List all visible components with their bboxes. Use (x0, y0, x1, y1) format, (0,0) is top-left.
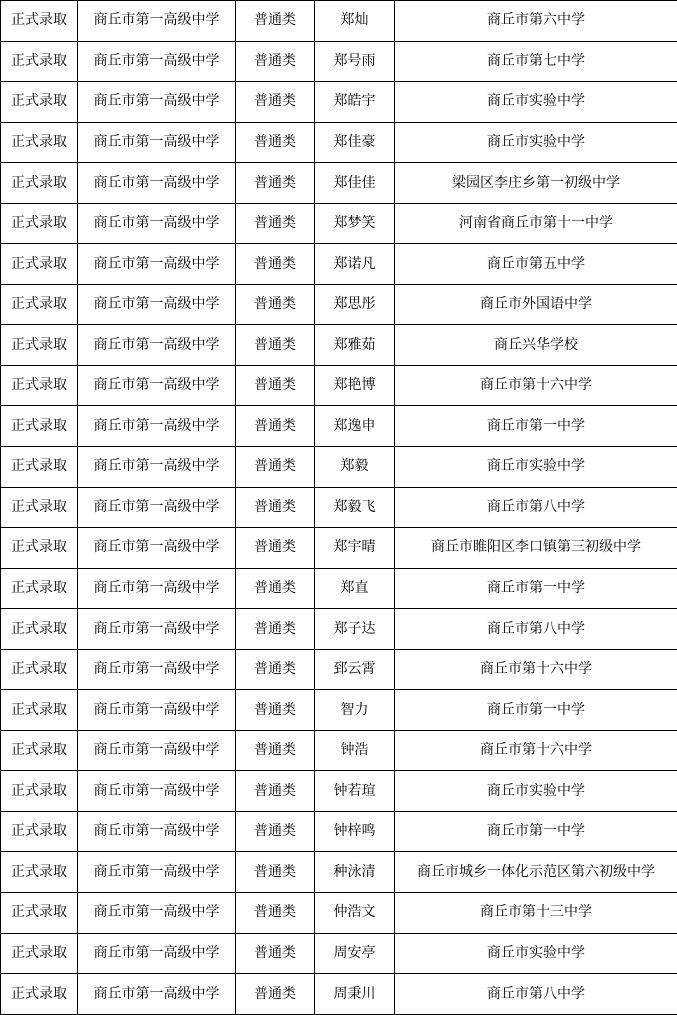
student-name-cell: 周安亭 (315, 933, 395, 974)
status-cell: 正式录取 (1, 730, 78, 771)
student-name-cell: 周秉川 (315, 974, 395, 1015)
admitting-school-cell: 商丘市第一高级中学 (78, 974, 236, 1015)
category-cell: 普通类 (236, 690, 315, 731)
admitting-school-cell: 商丘市第一高级中学 (78, 609, 236, 650)
student-name-cell: 郑皓宇 (315, 82, 395, 123)
category-cell: 普通类 (236, 609, 315, 650)
admitting-school-cell: 商丘市第一高级中学 (78, 730, 236, 771)
status-cell: 正式录取 (1, 487, 78, 528)
student-name-cell: 仲浩文 (315, 893, 395, 934)
table-row (1, 163, 677, 204)
admitting-school-cell: 商丘市第一高级中学 (78, 122, 236, 163)
category-cell: 普通类 (236, 447, 315, 488)
table-row (1, 893, 677, 934)
category-cell: 普通类 (236, 528, 315, 569)
table-row (1, 568, 677, 609)
category-cell: 普通类 (236, 203, 315, 244)
origin-school-cell: 商丘市实验中学 (395, 122, 677, 163)
admitting-school-cell: 商丘市第一高级中学 (78, 649, 236, 690)
student-name-cell: 钟若瑄 (315, 771, 395, 812)
table-row (1, 203, 677, 244)
student-name-cell: 钟梓鸣 (315, 811, 395, 852)
admitting-school-cell: 商丘市第一高级中学 (78, 284, 236, 325)
table-row (1, 771, 677, 812)
admitting-school-cell: 商丘市第一高级中学 (78, 528, 236, 569)
table-row (1, 122, 677, 163)
student-name-cell: 智力 (315, 690, 395, 731)
category-cell: 普通类 (236, 82, 315, 123)
category-cell: 普通类 (236, 893, 315, 934)
table-row (1, 730, 677, 771)
origin-school-cell: 商丘市第六中学 (395, 1, 677, 42)
category-cell: 普通类 (236, 244, 315, 285)
status-cell: 正式录取 (1, 893, 78, 934)
table-row (1, 406, 677, 447)
status-cell: 正式录取 (1, 447, 78, 488)
student-name-cell: 郑灿 (315, 1, 395, 42)
admitting-school-cell: 商丘市第一高级中学 (78, 244, 236, 285)
status-cell: 正式录取 (1, 1, 78, 42)
category-cell: 普通类 (236, 568, 315, 609)
status-cell: 正式录取 (1, 122, 78, 163)
origin-school-cell: 商丘兴华学校 (395, 325, 677, 366)
student-name-cell: 郑号雨 (315, 41, 395, 82)
status-cell: 正式录取 (1, 811, 78, 852)
origin-school-cell: 商丘市城乡一体化示范区第六初级中学 (395, 852, 677, 893)
table-row (1, 82, 677, 123)
category-cell: 普通类 (236, 487, 315, 528)
table-row (1, 284, 677, 325)
category-cell: 普通类 (236, 811, 315, 852)
table-row (1, 487, 677, 528)
category-cell: 普通类 (236, 933, 315, 974)
admitting-school-cell: 商丘市第一高级中学 (78, 203, 236, 244)
origin-school-cell: 商丘市实验中学 (395, 771, 677, 812)
student-name-cell: 郑梦笑 (315, 203, 395, 244)
origin-school-cell: 商丘市第一中学 (395, 406, 677, 447)
student-name-cell: 郑逸申 (315, 406, 395, 447)
category-cell: 普通类 (236, 325, 315, 366)
origin-school-cell: 商丘市第十六中学 (395, 365, 677, 406)
status-cell: 正式录取 (1, 649, 78, 690)
admitting-school-cell: 商丘市第一高级中学 (78, 933, 236, 974)
student-name-cell: 郑毅 (315, 447, 395, 488)
category-cell: 普通类 (236, 1, 315, 42)
student-name-cell: 郑佳佳 (315, 163, 395, 204)
origin-school-cell: 商丘市第七中学 (395, 41, 677, 82)
table-row (1, 1, 677, 42)
admitting-school-cell: 商丘市第一高级中学 (78, 41, 236, 82)
category-cell: 普通类 (236, 163, 315, 204)
admitting-school-cell: 商丘市第一高级中学 (78, 487, 236, 528)
origin-school-cell: 商丘市实验中学 (395, 447, 677, 488)
admitting-school-cell: 商丘市第一高级中学 (78, 893, 236, 934)
admitting-school-cell: 商丘市第一高级中学 (78, 811, 236, 852)
category-cell: 普通类 (236, 365, 315, 406)
status-cell: 正式录取 (1, 163, 78, 204)
student-name-cell: 郅云霄 (315, 649, 395, 690)
table-row (1, 974, 677, 1015)
admitting-school-cell: 商丘市第一高级中学 (78, 82, 236, 123)
table-row (1, 325, 677, 366)
status-cell: 正式录取 (1, 690, 78, 731)
category-cell: 普通类 (236, 284, 315, 325)
admission-table-body (1, 1, 677, 1015)
status-cell: 正式录取 (1, 568, 78, 609)
table-row (1, 528, 677, 569)
origin-school-cell: 商丘市第八中学 (395, 609, 677, 650)
origin-school-cell: 梁园区李庄乡第一初级中学 (395, 163, 677, 204)
status-cell: 正式录取 (1, 771, 78, 812)
category-cell: 普通类 (236, 406, 315, 447)
category-cell: 普通类 (236, 649, 315, 690)
origin-school-cell: 商丘市第一中学 (395, 568, 677, 609)
student-name-cell: 种泳清 (315, 852, 395, 893)
origin-school-cell: 商丘市第十三中学 (395, 893, 677, 934)
origin-school-cell: 商丘市第一中学 (395, 811, 677, 852)
admitting-school-cell: 商丘市第一高级中学 (78, 852, 236, 893)
origin-school-cell: 商丘市第十六中学 (395, 730, 677, 771)
status-cell: 正式录取 (1, 528, 78, 569)
admitting-school-cell: 商丘市第一高级中学 (78, 1, 236, 42)
student-name-cell: 郑佳豪 (315, 122, 395, 163)
student-name-cell: 郑雅茹 (315, 325, 395, 366)
origin-school-cell: 商丘市第十六中学 (395, 649, 677, 690)
status-cell: 正式录取 (1, 609, 78, 650)
status-cell: 正式录取 (1, 82, 78, 123)
table-row (1, 811, 677, 852)
admitting-school-cell: 商丘市第一高级中学 (78, 406, 236, 447)
category-cell: 普通类 (236, 41, 315, 82)
category-cell: 普通类 (236, 730, 315, 771)
student-name-cell: 郑艳博 (315, 365, 395, 406)
admitting-school-cell: 商丘市第一高级中学 (78, 365, 236, 406)
student-name-cell: 郑毅飞 (315, 487, 395, 528)
table-row (1, 649, 677, 690)
origin-school-cell: 商丘市第一中学 (395, 690, 677, 731)
origin-school-cell: 商丘市第八中学 (395, 974, 677, 1015)
table-row (1, 852, 677, 893)
status-cell: 正式录取 (1, 203, 78, 244)
category-cell: 普通类 (236, 974, 315, 1015)
origin-school-cell: 商丘市实验中学 (395, 933, 677, 974)
table-row (1, 609, 677, 650)
status-cell: 正式录取 (1, 406, 78, 447)
table-row (1, 365, 677, 406)
status-cell: 正式录取 (1, 284, 78, 325)
student-name-cell: 郑宇晴 (315, 528, 395, 569)
origin-school-cell: 商丘市第五中学 (395, 244, 677, 285)
table-row (1, 447, 677, 488)
origin-school-cell: 商丘市外国语中学 (395, 284, 677, 325)
status-cell: 正式录取 (1, 933, 78, 974)
student-name-cell: 郑子达 (315, 609, 395, 650)
admitting-school-cell: 商丘市第一高级中学 (78, 163, 236, 204)
status-cell: 正式录取 (1, 41, 78, 82)
origin-school-cell: 商丘市实验中学 (395, 82, 677, 123)
admitting-school-cell: 商丘市第一高级中学 (78, 568, 236, 609)
status-cell: 正式录取 (1, 244, 78, 285)
admitting-school-cell: 商丘市第一高级中学 (78, 447, 236, 488)
table-row (1, 933, 677, 974)
category-cell: 普通类 (236, 852, 315, 893)
table-row (1, 244, 677, 285)
status-cell: 正式录取 (1, 365, 78, 406)
student-name-cell: 郑诺凡 (315, 244, 395, 285)
admitting-school-cell: 商丘市第一高级中学 (78, 690, 236, 731)
student-name-cell: 钟浩 (315, 730, 395, 771)
status-cell: 正式录取 (1, 974, 78, 1015)
origin-school-cell: 商丘市睢阳区李口镇第三初级中学 (395, 528, 677, 569)
student-name-cell: 郑直 (315, 568, 395, 609)
origin-school-cell: 商丘市第八中学 (395, 487, 677, 528)
admitting-school-cell: 商丘市第一高级中学 (78, 771, 236, 812)
category-cell: 普通类 (236, 771, 315, 812)
table-row (1, 690, 677, 731)
admitting-school-cell: 商丘市第一高级中学 (78, 325, 236, 366)
origin-school-cell: 河南省商丘市第十一中学 (395, 203, 677, 244)
status-cell: 正式录取 (1, 852, 78, 893)
status-cell: 正式录取 (1, 325, 78, 366)
table-row (1, 41, 677, 82)
student-name-cell: 郑思彤 (315, 284, 395, 325)
category-cell: 普通类 (236, 122, 315, 163)
